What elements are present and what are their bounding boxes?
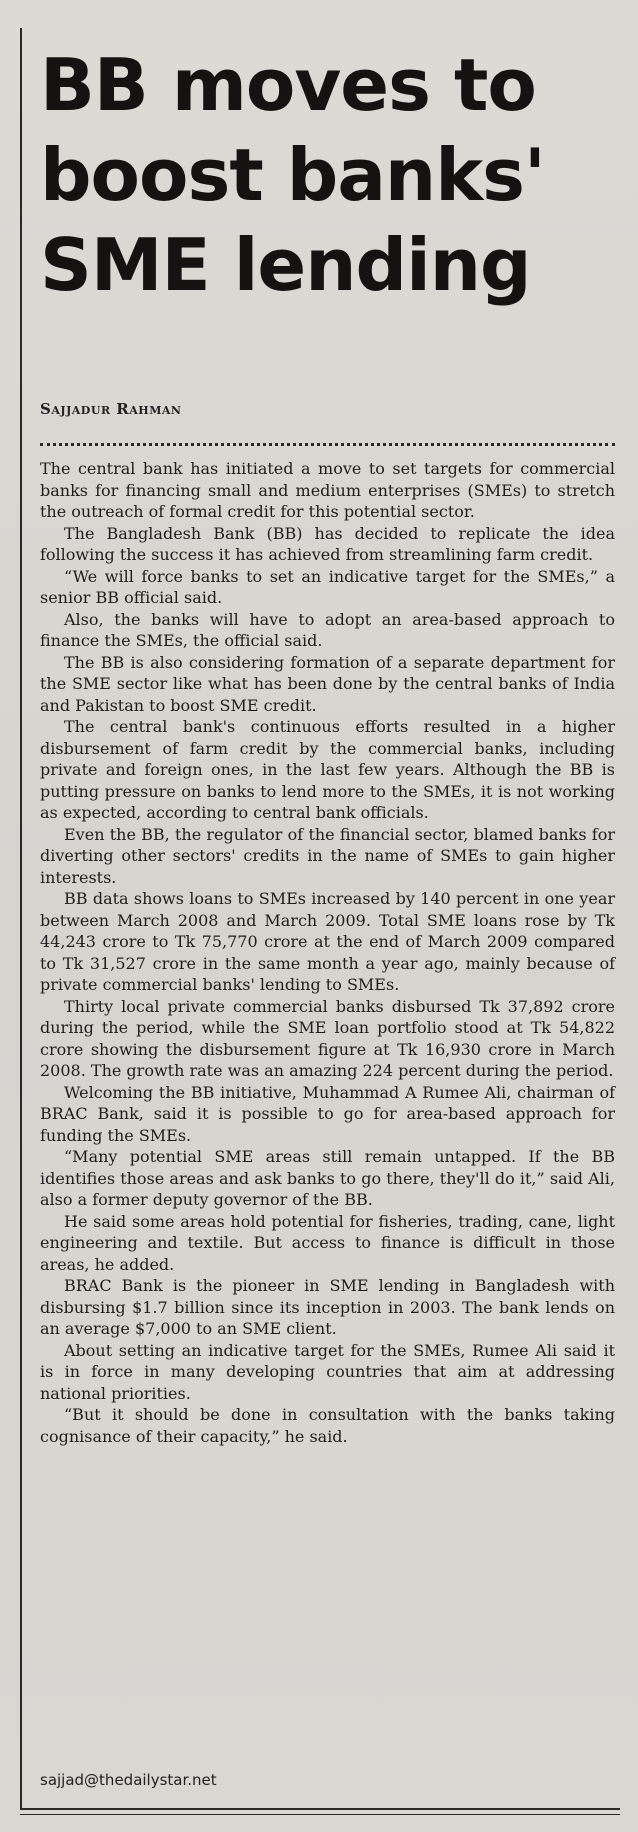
paragraph: BRAC Bank is the pioneer in SME lending in Bangladesh with disbursing $1.7 billion since its inception in 2003. The bank lends on an average $7,000 to an SME client. <box>40 1276 615 1338</box>
paragraph: Welcoming the BB initiative, Muhammad A Rumee Ali, chairman of BRAC Bank, said it is possible to go for area-based approach for funding the SMEs. <box>40 1082 615 1145</box>
paragraph: Thirty local private commercial banks disbursed Tk 37,892 crore during the period, while the SME loan portfolio stood at Tk 54,822 crore showing the disbursement figure at Tk 16,930 crore in March 2008. The growth rate was an amazing 224 percent during the period. <box>40 996 615 1080</box>
paragraph: He said some areas hold potential for fisheries, trading, cane, light engineering and textile. But access to finance is difficult in those areas, he added. <box>40 1211 615 1274</box>
column-rule-left <box>20 28 22 1808</box>
paragraph: “We will force banks to set an indicative target for the SMEs,” a senior BB official said. <box>40 566 615 607</box>
bottom-rule-thin <box>20 1814 620 1815</box>
author-email: sajjad@thedailystar.net <box>40 1771 217 1789</box>
paragraph: The Bangladesh Bank (BB) has decided to replicate the idea following the success it has achieved from streamlining farm credit. <box>40 523 615 564</box>
article-body <box>40 458 615 1447</box>
paragraph: Even the BB, the regulator of the financial sector, blamed banks for diverting other sectors' credits in the name of SMEs to gain higher interests. <box>40 824 615 887</box>
paragraph: The central bank has initiated a move to set targets for commercial banks for financing small and medium enterprises (SMEs) to stretch the outreach of formal credit for this potential sector. <box>40 459 615 521</box>
headline-line-1: BB moves to <box>40 43 536 127</box>
dotted-divider <box>40 443 615 446</box>
paragraph: Also, the banks will have to adopt an area-based approach to finance the SMEs, the official said. <box>40 609 615 650</box>
headline-line-2: boost banks' <box>40 133 545 217</box>
paragraph: “Many potential SME areas still remain untapped. If the BB identifies those areas and ask banks to go there, they'll do it,” said Ali, also a former deputy governor of the BB. <box>40 1147 615 1209</box>
paragraph: The BB is also considering formation of a separate department for the SME sector like what has been done by the central banks of India and Pakistan to boost SME credit. <box>40 652 615 715</box>
byline: Sajjadur Rahman <box>40 400 182 418</box>
paragraph: About setting an indicative target for the SMEs, Rumee Ali said it is in force in many developing countries that aim at addressing national priorities. <box>40 1340 615 1403</box>
paragraph: The central bank's continuous efforts resulted in a higher disbursement of farm credit by the commercial banks, including private and foreign ones, in the last few years. Although the BB is putting pressure on banks to lend more to the SMEs, it is not working as expected, according to central bank officials. <box>40 717 615 822</box>
paragraph: BB data shows loans to SMEs increased by 140 percent in one year between March 2008 and March 2009. Total SME loans rose by Tk 44,243 crore to Tk 75,770 crore at the end of March 2009 compared to Tk 31,527 crore in the same month a year ago, mainly because of private commercial banks' lending to SMEs. <box>40 889 615 994</box>
headline-line-3: SME lending <box>40 223 531 307</box>
paragraph: “But it should be done in consultation with the banks taking cognisance of their capacity,” he said. <box>40 1405 615 1446</box>
bottom-rule <box>20 1808 620 1810</box>
headline <box>40 40 600 310</box>
